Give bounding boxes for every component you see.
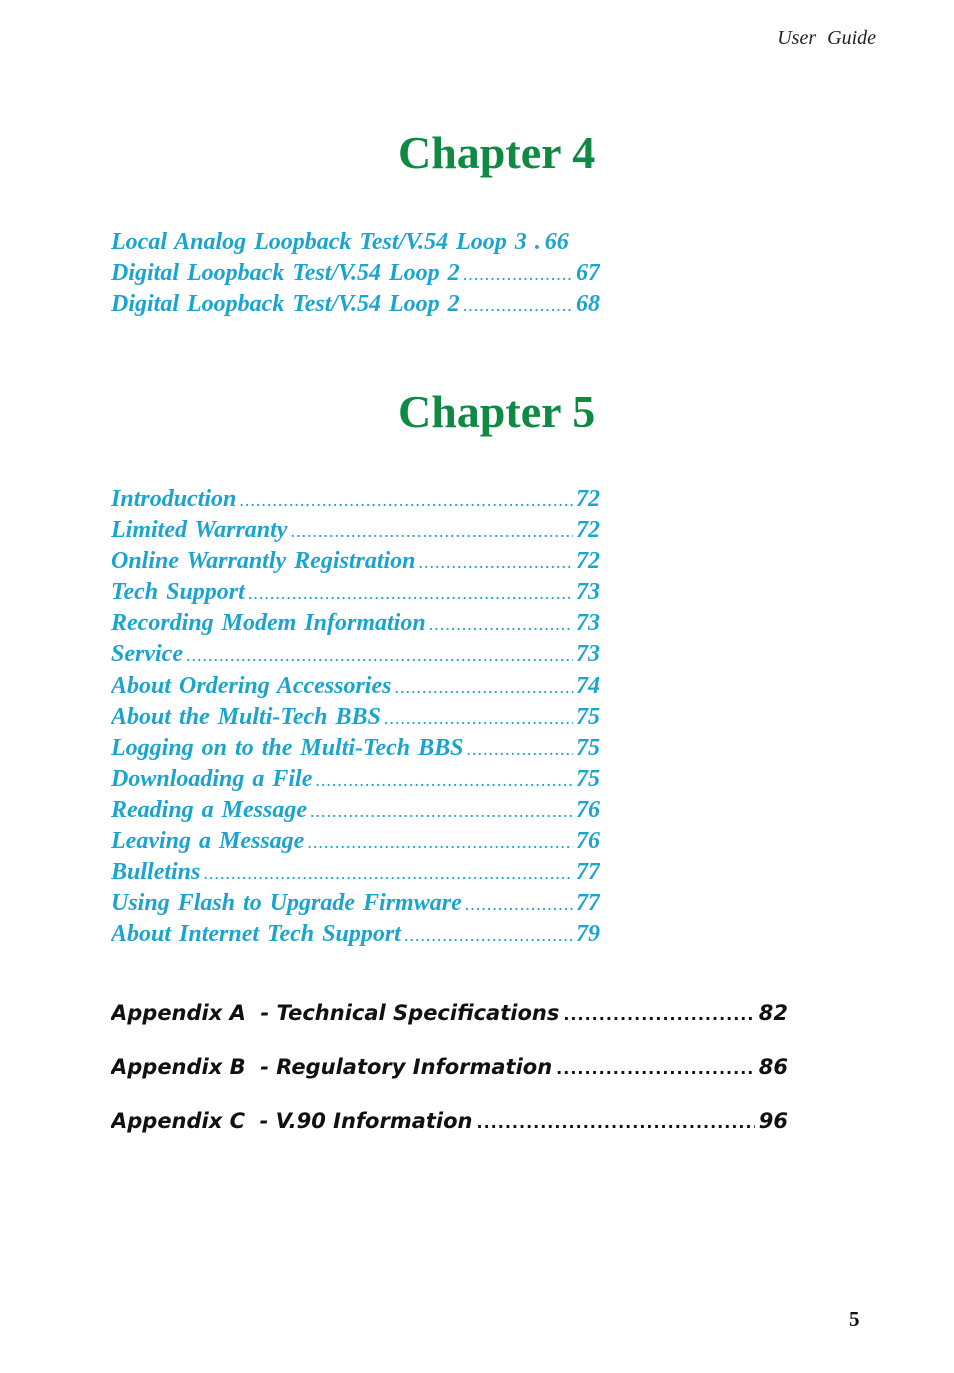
dot-leader [563, 1005, 754, 1024]
appendix-entry-title: Appendix C - V.90 Information [111, 1109, 473, 1133]
appendix-toc [111, 1001, 788, 1163]
toc-entry[interactable] [111, 828, 600, 859]
toc-entry-page: 77 [576, 859, 600, 886]
toc-entry-title: Digital Loopback Test/V.54 Loop 2 [111, 260, 460, 287]
toc-entry[interactable] [111, 291, 600, 322]
toc-entry-title: Introduction [111, 486, 237, 512]
dot-leader [463, 295, 573, 316]
toc-entry[interactable] [111, 579, 600, 610]
dot-leader [315, 770, 573, 791]
toc-entry-title: Service [111, 641, 183, 668]
toc-entry-page: 73 [576, 641, 600, 668]
toc-entry[interactable] [111, 641, 600, 672]
toc-entry-title: Reading a Message [111, 796, 307, 823]
toc-entry[interactable] [111, 921, 600, 952]
dot-leader [556, 1059, 755, 1078]
toc-entry-page: 68 [576, 291, 600, 318]
toc-entry-page: 66 [544, 229, 569, 255]
dot-leader [394, 677, 573, 698]
toc-entry[interactable] [111, 229, 600, 260]
toc-entry-page: 76 [576, 796, 600, 823]
dot-leader [467, 739, 573, 760]
toc-entry-title: Using Flash to Upgrade Firmware [111, 890, 462, 917]
toc-entry-page: 75 [576, 765, 600, 792]
toc-entry[interactable] [111, 890, 600, 921]
appendix-entry-page: 86 [758, 1055, 788, 1079]
toc-entry-title: Digital Loopback Test/V.54 Loop 2 [111, 291, 460, 318]
toc-entry-page: 72 [576, 548, 600, 575]
toc-entry-page: 79 [576, 921, 600, 948]
toc-entry-page: 72 [576, 486, 600, 512]
toc-entry[interactable] [111, 735, 600, 766]
dot-leader [290, 521, 573, 542]
toc-entry-page: 75 [576, 703, 600, 730]
dot-leader [463, 264, 573, 285]
toc-entry[interactable] [111, 486, 600, 517]
toc-entry-title: Bulletins [111, 859, 201, 886]
dot-leader [203, 863, 573, 884]
dot-leader [419, 552, 573, 573]
dot-leader [465, 894, 573, 915]
chapter-4-toc [111, 229, 600, 322]
dot-leader [239, 490, 573, 511]
toc-entry-page: 73 [576, 610, 600, 637]
toc-entry-page: 74 [576, 672, 600, 699]
toc-entry-page: 72 [576, 517, 600, 544]
toc-entry[interactable] [111, 859, 600, 890]
toc-entry-title: About Ordering Accessories [111, 672, 392, 699]
toc-entry-page: 73 [576, 579, 600, 606]
dot-leader [248, 583, 573, 604]
dot-leader [429, 614, 573, 635]
toc-entry[interactable] [111, 766, 600, 797]
dot-leader [404, 925, 573, 946]
appendix-entry[interactable] [111, 1001, 788, 1055]
toc-entry[interactable] [111, 260, 600, 291]
toc-entry-title: Logging on to the Multi-Tech BBS [111, 734, 464, 761]
toc-entry-title: Leaving a Message [111, 828, 305, 855]
dot-leader [310, 801, 573, 822]
toc-entry[interactable] [111, 517, 600, 548]
dot-leader [307, 832, 573, 853]
toc-entry-page: 76 [576, 828, 600, 855]
toc-entry-title: About the Multi-Tech BBS [111, 703, 381, 730]
dot-leader [384, 708, 573, 729]
appendix-entry-title: Appendix A - Technical Specifications [111, 1001, 560, 1025]
toc-entry[interactable] [111, 704, 600, 735]
toc-entry-page: 67 [576, 260, 600, 287]
toc-entry[interactable] [111, 548, 600, 579]
toc-entry[interactable] [111, 610, 600, 641]
toc-entry-page: 75 [576, 734, 600, 761]
toc-entry-title: Tech Support [111, 579, 245, 606]
appendix-entry[interactable] [111, 1055, 788, 1109]
dot-leader [186, 645, 573, 666]
toc-entry[interactable] [111, 673, 600, 704]
running-head: User Guide [777, 27, 876, 49]
toc-entry-title: Downloading a File [111, 765, 313, 792]
chapter-5-toc [111, 486, 600, 952]
appendix-entry-page: 96 [758, 1109, 788, 1133]
appendix-entry[interactable] [111, 1109, 788, 1163]
toc-entry-title: Recording Modem Information [111, 610, 426, 637]
toc-entry-title: Local Analog Loopback Test/V.54 Loop 3 . [111, 229, 541, 255]
dot-leader [477, 1113, 755, 1132]
toc-entry-title: About Internet Tech Support [111, 921, 401, 948]
appendix-entry-title: Appendix B - Regulatory Information [111, 1055, 553, 1079]
page-number: 5 [849, 1307, 860, 1331]
toc-entry-page: 77 [576, 890, 600, 917]
chapter-4-heading: Chapter 4 [398, 127, 596, 178]
chapter-5-heading: Chapter 5 [398, 386, 596, 437]
toc-entry-title: Online Warrantly Registration [111, 548, 416, 575]
toc-entry[interactable] [111, 797, 600, 828]
toc-entry-title: Limited Warranty [111, 517, 288, 544]
appendix-entry-page: 82 [758, 1001, 788, 1025]
